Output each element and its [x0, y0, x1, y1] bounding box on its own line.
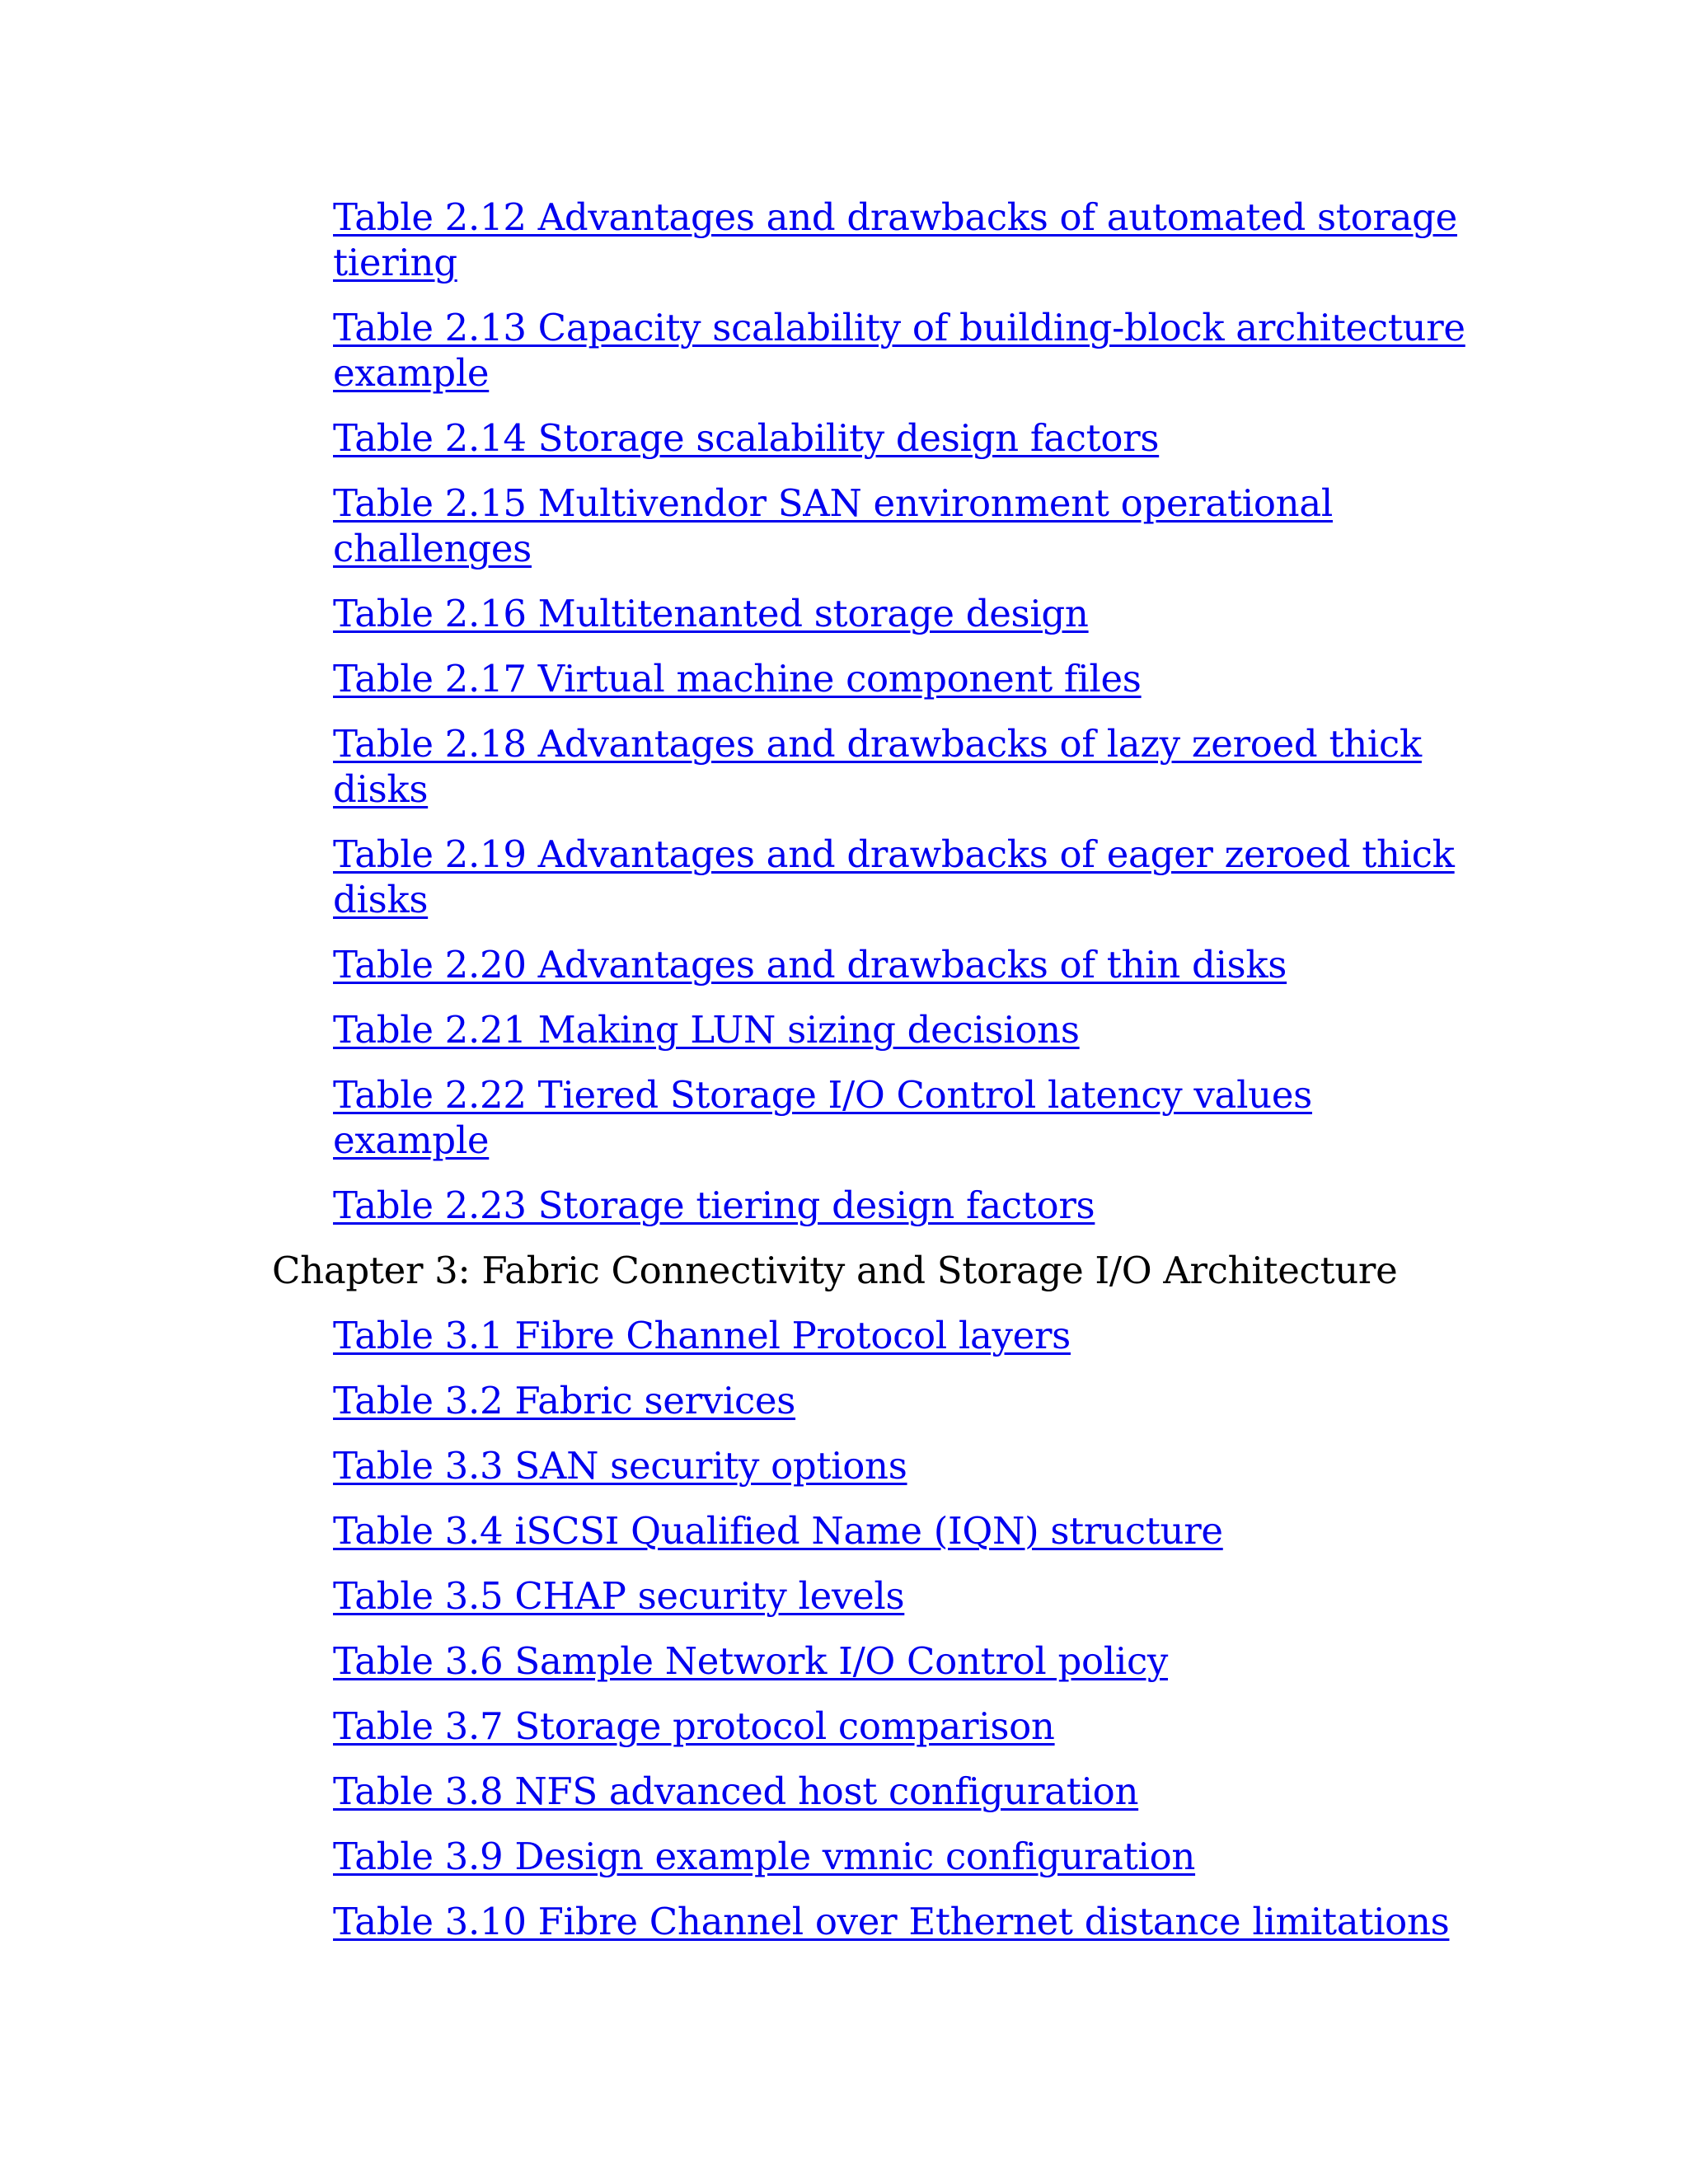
toc-link-table-2-20[interactable]: Table 2.20 Advantages and drawbacks of thin disks	[333, 943, 1287, 987]
toc-link-table-2-16[interactable]: Table 2.16 Multitenanted storage design	[333, 592, 1089, 635]
toc-link-table-3-2[interactable]: Table 3.2 Fabric services	[333, 1379, 796, 1422]
toc-link-table-3-4[interactable]: Table 3.4 iSCSI Qualified Name (IQN) structure	[333, 1509, 1223, 1553]
toc-link-table-3-3[interactable]: Table 3.3 SAN security options	[333, 1444, 907, 1488]
chapter-heading: Chapter 3: Fabric Connectivity and Storage I/O Architecture	[272, 1249, 1398, 1292]
toc-link-table-2-22[interactable]: Table 2.22 Tiered Storage I/O Control latency values example	[333, 1073, 1312, 1162]
toc-link-table-2-18[interactable]: Table 2.18 Advantages and drawbacks of lazy zeroed thick disks	[333, 722, 1422, 811]
toc-link-table-2-21[interactable]: Table 2.21 Making LUN sizing decisions	[333, 1008, 1080, 1052]
toc-link-table-2-17[interactable]: Table 2.17 Virtual machine component files	[333, 657, 1142, 701]
toc-link-table-3-7[interactable]: Table 3.7 Storage protocol comparison	[333, 1704, 1055, 1748]
toc-link-table-3-9[interactable]: Table 3.9 Design example vmnic configuration	[333, 1835, 1196, 1878]
toc-link-table-3-1[interactable]: Table 3.1 Fibre Channel Protocol layers	[333, 1314, 1071, 1357]
table-of-contents-list	[0, 194, 1688, 1964]
toc-link-table-3-10[interactable]: Table 3.10 Fibre Channel over Ethernet distance limitations	[333, 1900, 1450, 1943]
toc-link-table-3-8[interactable]: Table 3.8 NFS advanced host configuration	[333, 1769, 1139, 1813]
toc-link-table-2-15[interactable]: Table 2.15 Multivendor SAN environment operational challenges	[333, 481, 1333, 570]
toc-link-table-2-13[interactable]: Table 2.13 Capacity scalability of building-block architecture example	[333, 306, 1465, 395]
toc-link-table-3-5[interactable]: Table 3.5 CHAP security levels	[333, 1574, 905, 1618]
toc-link-table-2-19[interactable]: Table 2.19 Advantages and drawbacks of eager zeroed thick disks	[333, 832, 1455, 921]
toc-link-table-3-6[interactable]: Table 3.6 Sample Network I/O Control policy	[333, 1639, 1169, 1683]
toc-link-table-2-12[interactable]: Table 2.12 Advantages and drawbacks of automated storage tiering	[333, 195, 1457, 284]
toc-link-table-2-14[interactable]: Table 2.14 Storage scalability design factors	[333, 416, 1160, 460]
toc-link-table-2-23[interactable]: Table 2.23 Storage tiering design factors	[333, 1183, 1095, 1227]
